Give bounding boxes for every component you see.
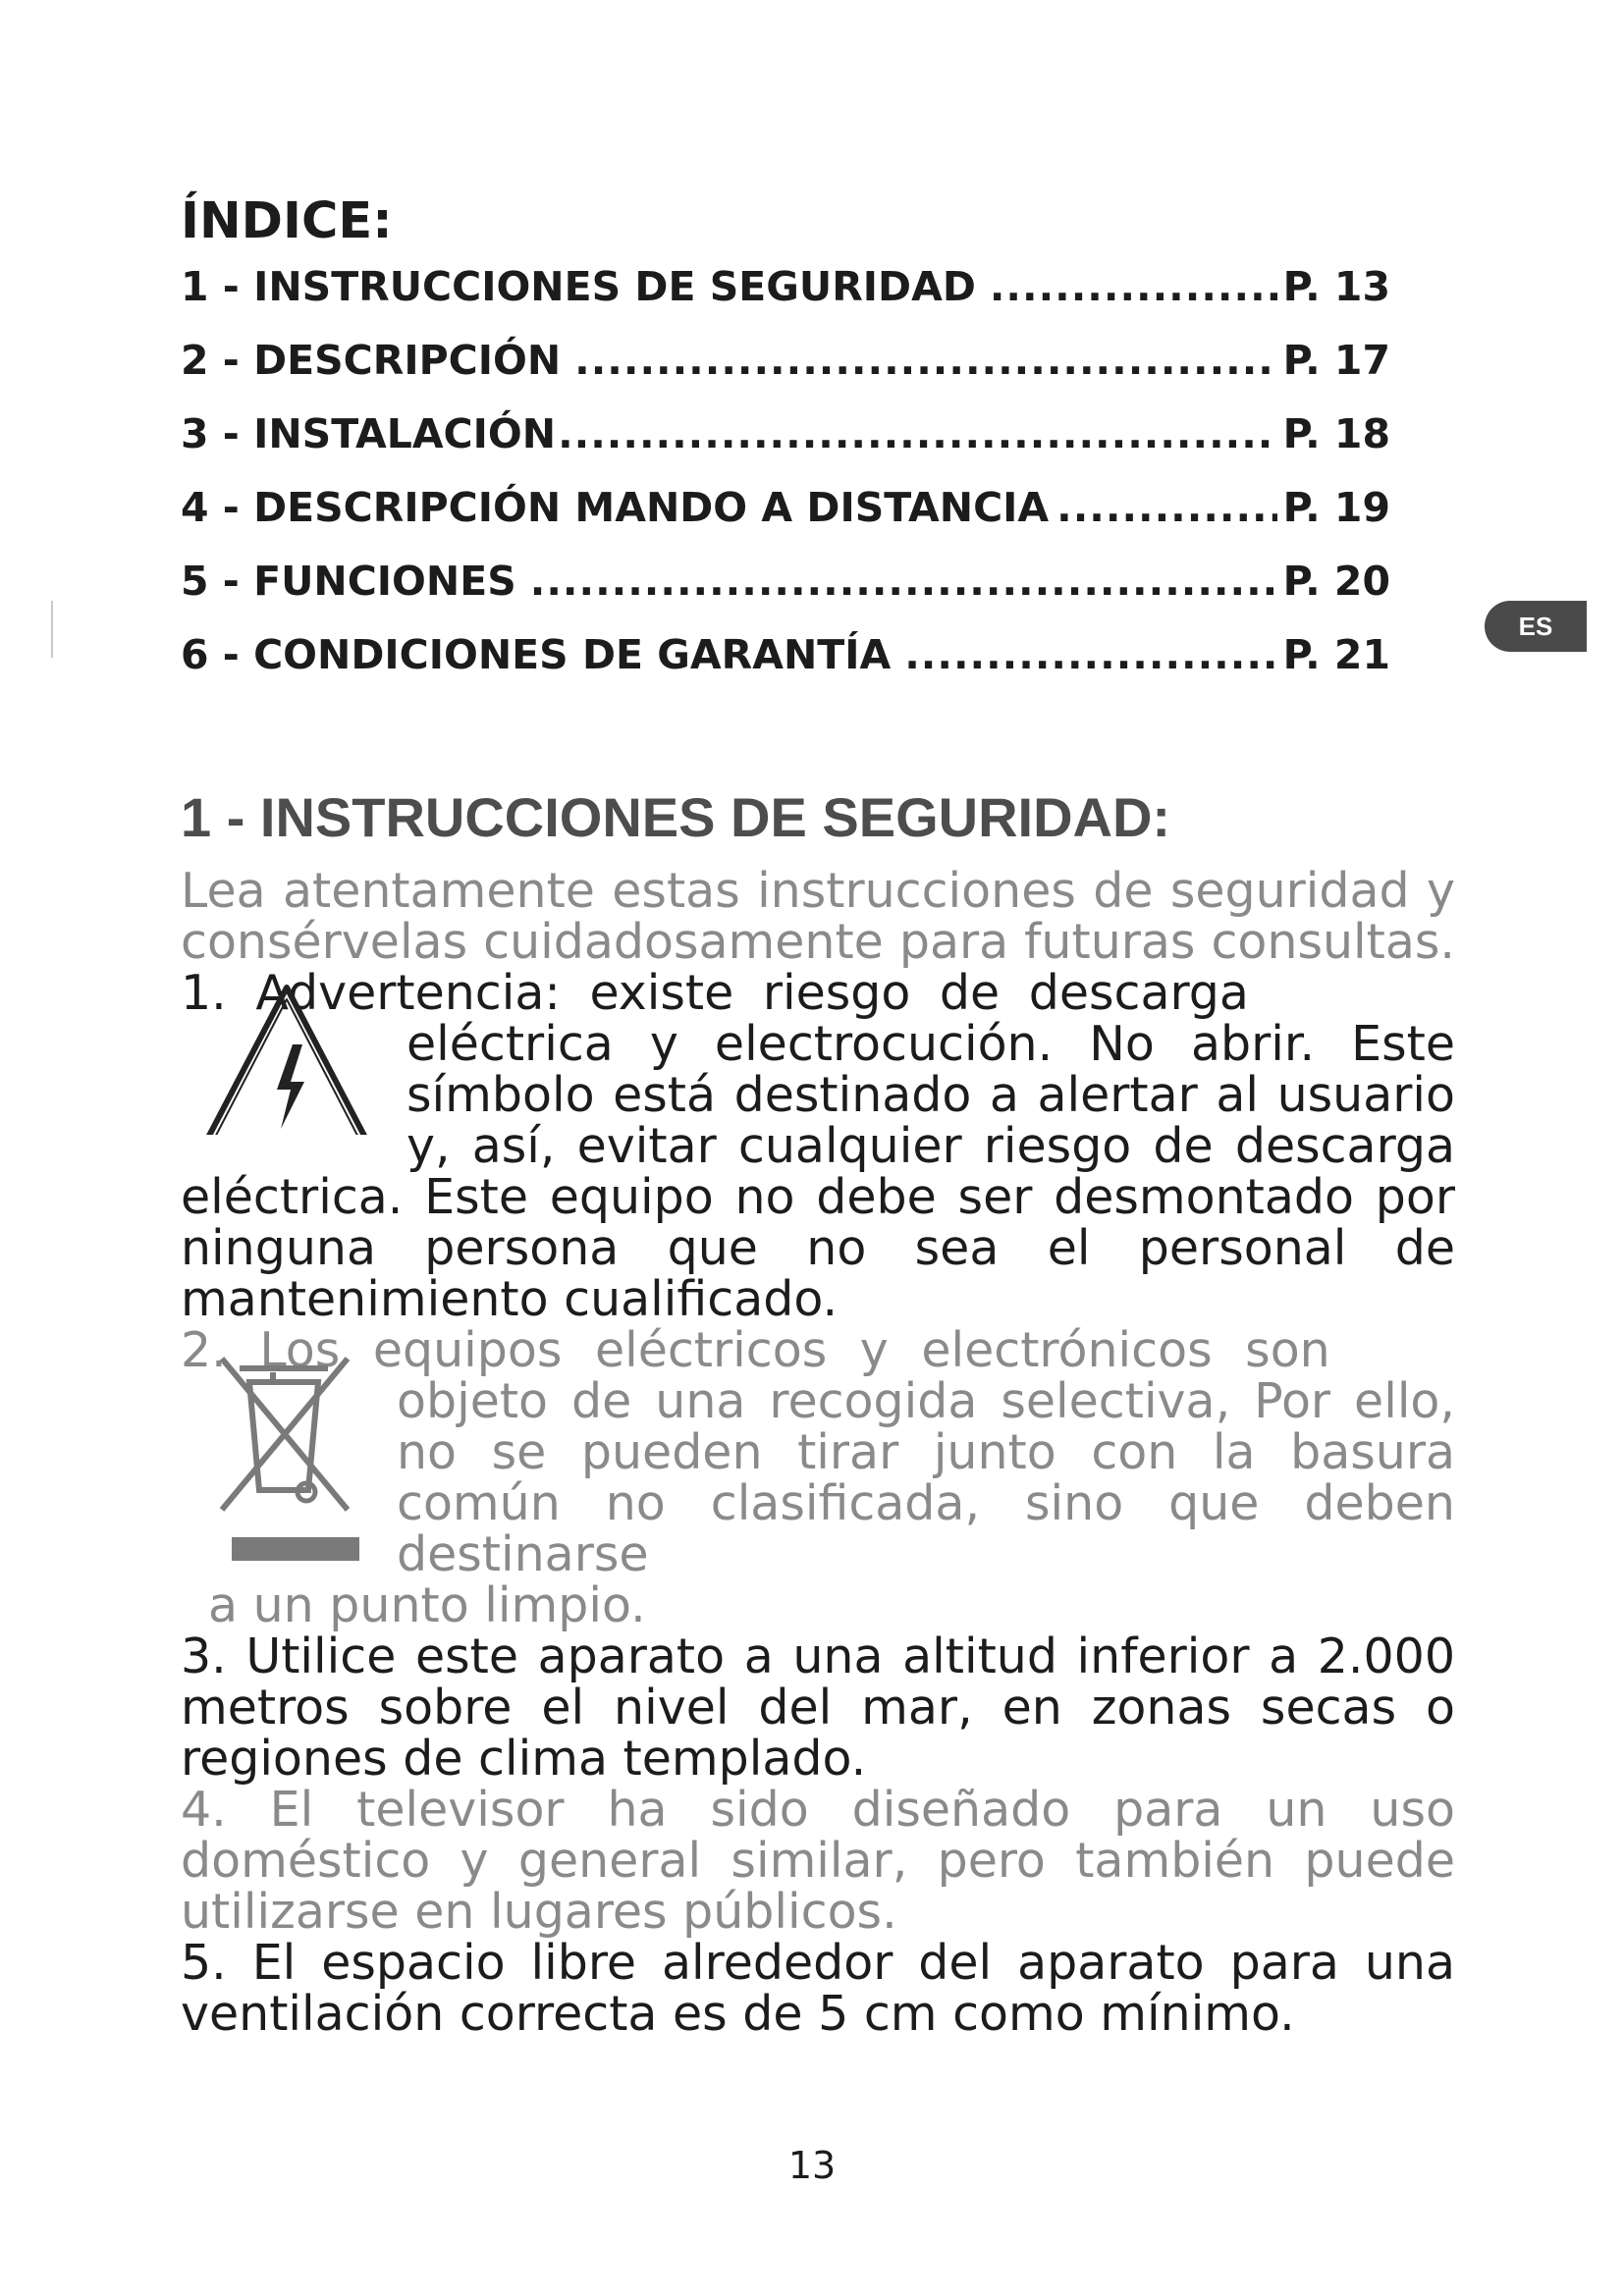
item-1-first-line: 1. Advertencia: existe riesgo de descarga: [181, 965, 1249, 1021]
language-tab: ES: [1485, 601, 1587, 652]
toc-entry: [181, 484, 1390, 558]
toc-entry-page: P. 18: [1282, 410, 1390, 457]
crossed-out-wheelie-bin-icon: [181, 1376, 397, 1580]
toc-entry: [181, 337, 1390, 410]
item-1-icon-block: [181, 1016, 1455, 1174]
toc-leader-dots: [558, 410, 1276, 457]
instruction-item-1: [181, 965, 1455, 1327]
toc-leader-dots: [1056, 484, 1276, 531]
item-2-rest: a un punto limpio.: [208, 1577, 646, 1633]
item-2-first-line: 2. Los equipos eléctricos y electrónicos son: [181, 1322, 1330, 1378]
table-of-contents: [181, 263, 1390, 705]
toc-title: ÍNDICE:: [181, 192, 393, 250]
instruction-item-5: 5. El espacio libre alrededor del aparato para una ventilación correcta es de 5 cm como mínimo.: [181, 1935, 1455, 2042]
toc-entry-page: P. 13: [1282, 263, 1390, 310]
margin-mark: [51, 601, 53, 658]
toc-entry-page: P. 17: [1282, 337, 1390, 384]
toc-leader-dots: [990, 263, 1277, 310]
toc-entry-page: P. 21: [1282, 631, 1390, 678]
toc-entry-label: 2 - DESCRIPCIÓN: [181, 337, 562, 384]
toc-leader-dots: [530, 558, 1277, 605]
toc-entry: [181, 631, 1390, 705]
toc-entry: [181, 263, 1390, 337]
instruction-item-4: 4. El televisor ha sido diseñado para un uso doméstico y general similar, pero también puede utilizarse en lugares públicos.: [181, 1782, 1455, 1940]
item-2-beside-icon-text: objeto de una recogida selectiva, Por ello, no se pueden tirar junto con la basura común no clasificada, sino que deben destinarse: [397, 1373, 1455, 1582]
toc-entry-label: 5 - FUNCIONES: [181, 558, 516, 605]
toc-leader-dots: [904, 631, 1276, 678]
toc-entry: [181, 558, 1390, 631]
electric-shock-warning-icon: [181, 1019, 406, 1172]
safety-instructions: [181, 863, 1455, 2042]
item-1-rest: eléctrica. Este equipo no debe ser desmontado por ninguna persona que no sea el personal de mantenimiento cualificado.: [181, 1169, 1455, 1327]
toc-entry-page: P. 19: [1282, 484, 1390, 531]
toc-entry: [181, 410, 1390, 484]
toc-entry-label: 3 - INSTALACIÓN: [181, 410, 557, 457]
toc-entry-page: P. 20: [1282, 558, 1390, 605]
instruction-item-3: 3. Utilice este aparato a una altitud inferior a 2.000 metros sobre el nivel del mar, en zonas secas o regiones de clima templado.: [181, 1629, 1455, 1787]
toc-entry-label: 1 - INSTRUCCIONES DE SEGURIDAD: [181, 263, 976, 310]
toc-leader-dots: [574, 337, 1276, 384]
toc-entry-label: 6 - CONDICIONES DE GARANTÍA: [181, 631, 892, 678]
item-2-icon-block: [181, 1373, 1455, 1582]
section-heading: 1 - INSTRUCCIONES DE SEGURIDAD:: [181, 786, 1171, 848]
item-1-beside-icon-text: eléctrica y electrocución. No abrir. Este símbolo está destinado a alertar al usuario y, así, evitar cualquier riesgo de descarga: [406, 1016, 1455, 1174]
toc-entry-label: 4 - DESCRIPCIÓN MANDO A DISTANCIA: [181, 484, 1050, 531]
page-number: 13: [787, 2144, 837, 2187]
instruction-item-2: [181, 1322, 1455, 1633]
intro-paragraph: Lea atentamente estas instrucciones de seguridad y consérvelas cuidadosamente para futuras consultas.: [181, 863, 1455, 970]
